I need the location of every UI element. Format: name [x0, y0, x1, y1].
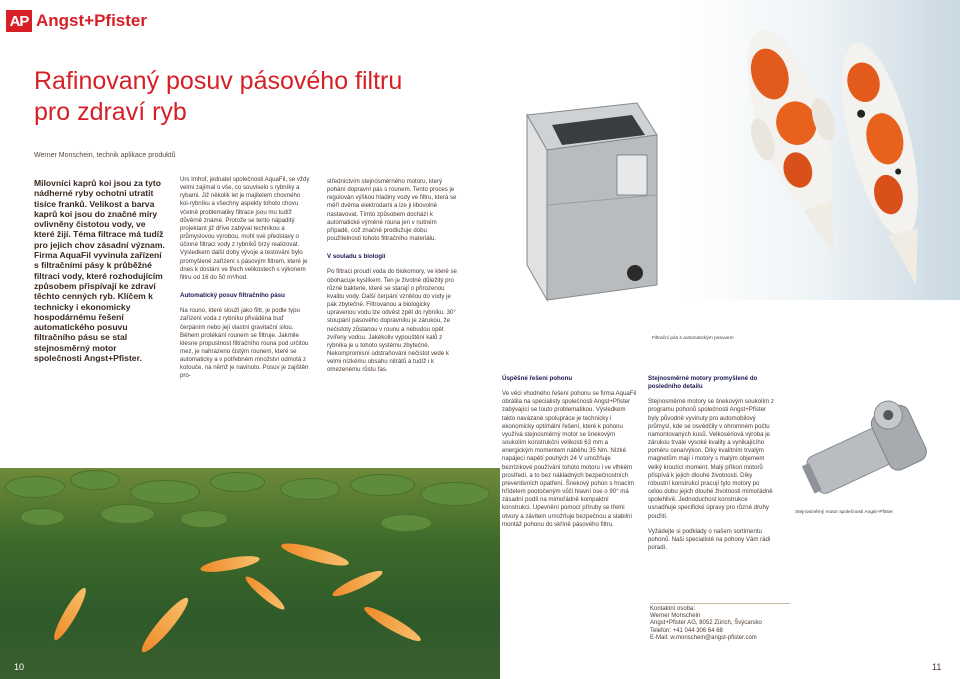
col2-paragraph-1: Urs Imhof, jednatel společnosti AquaFil, se vždy velmi zajímal o vše, co souviselo s rybníky a rybami. Již několik let je majitelem chovného koi-rybníku a všechny aspekty tohoto chovu včetně problematiky filtrace jsou mu tudíž důvěrně známé. Protože se tento nápaditý projektant již dříve zabýval technikou a průmyslovou výrobou, mohl své představy o účinné filtraci vody z rybníků brzy realizovat. Výsledkem další doby vývoje a testování bylo promyšlené zařízení s pásovým filtrem, které je dnes k dostání ve třech velikostech s výkonem filtru od 16 do 50 m³/hod.	[180, 176, 310, 281]
motor-caption: Stejnosměrný motor společnosti Angst+Pfister	[795, 510, 893, 515]
col3-paragraph-1: střednictvím stejnosměrného motoru, který pohání dopravní pás s rounem. Tento proces je regulován výškou hladiny vody ve filtru, která se měří dvěma elektrodami a lze ji libovolně nastavovat. Tímto způsobem dochází k automatické výměně rouna jen v nutném případě, což značně prodlužuje dobu použitelnosti tohoto filtračního materiálu.	[327, 178, 457, 243]
col3-heading: V souladu s biologií	[327, 253, 386, 261]
col4-paragraph: Ve věci vhodného řešení pohonu se firma AquaFil obrátila na specialisty společnosti Angst+Pfister zabývající se touto problematikou. Výsledkem takto navázané spolupráce je technicky i ekonomicky optimální řešení, které k pohonu využívá stejnosměrný motor se šnekovým soukolím konstrukční velikosti 63 mm a energickým momentem náběhu 35 Nm. Nízké napájecí napětí pouhých 24 V umožňuje bezrizikové používání tohoto motoru i ve vlhkém prostředí, a to bez nákladných bezpečnostních preventivních opatření. Šnekový pohon s hnacím hřídelem pootočeným vůči hlavní ose o 90° má zásadní podíl na mimořádně kompaktní konstrukci. Upevnění pomocí příruby se třemi otvory a závitem umožňuje bezpečnou a stabilní montáž pohonu do skříně pásového filtru.	[502, 390, 637, 528]
contact-phone: Telefon: +41 044 306 64 68	[650, 627, 723, 634]
koi-pond-photo	[0, 468, 500, 679]
col5-paragraph-2: Vyžádejte si podklady o našem sortimentu pohonů. Naši specialisté na pohony Vám rádi poradí.	[648, 527, 771, 551]
title-line-1: Rafinovaný posuv pásového filtru	[34, 67, 403, 95]
title-line-2: pro zdraví ryb	[34, 98, 187, 126]
koi-fish-photo	[680, 0, 960, 300]
text-column-3	[327, 178, 459, 374]
col2-heading: Automatický posuv filtračního pásu	[180, 292, 285, 300]
text-column-4	[502, 375, 637, 529]
brand-name: Angst+Pfister	[36, 11, 147, 30]
contact-label: Kontaktní osoba:	[650, 606, 696, 612]
brand-logo	[6, 10, 147, 32]
col4-heading: Úspěšné řešení pohonu	[502, 375, 573, 382]
col2-paragraph-2: Na rouno, které slouží jako filtr, je podle typu zařízení voda z rybníku přiváděna buď čerpáním nebo její vlastní gravitační silou. Během protékání rounem se filtruje. Jakmile klesne propustnost filtračního rouna pod určitou mez, je nahrazeno čistým rounem, které se automaticky a v potřebném množství odmotá z kotouče, na němž je navinuto. Posuv je zajištěn pro-	[180, 307, 309, 380]
contact-box	[650, 603, 790, 642]
author-line: Werner Monschein, technik aplikace produktů	[34, 152, 176, 159]
contact-company: Angst+Pfister AG, 8052 Zürich, Švýcarsko	[650, 620, 762, 627]
text-column-2	[180, 176, 310, 381]
dc-motor-photo	[790, 388, 940, 508]
filter-caption: Filtrační pás s automatickým posuvem	[652, 336, 734, 341]
col3-paragraph-2: Po filtraci proudí voda do biokomory, ve které se obohacuje kyslíkem. Ten je životně důležitý pro různé bakterie, které se starají o přirozenou kvalitu vody. Další čerpání vzniklou do vody je pak zbytečné. Filtrovanou a biologicky upravenou vodu lze odvést zpět do rybníku. 30° stoupání pásového dopravníku je zárukou, že nečistoty zůstanou v rounu a nebudou opět zvířeny vodou. Jakékoliv vypouštění kalů z rybníka je u tohoto systému zbytečné. Nekompromisní odstraňování nečistot vede k velmi nízkému obsahu nitrátů a tudíž i k omezenému růstu řas.	[327, 268, 457, 374]
article-title	[34, 66, 414, 128]
page-number-left: 10	[14, 662, 25, 672]
text-column-5	[648, 375, 775, 552]
intro-paragraph: Milovníci kaprů koi jsou za tyto nádherné ryby ochotni utratit tisíce franků. Velikost a barva kaprů koi jsou do značné míry ovlivněny čistotou vody, ve které žijí. Téma filtrace má tudíž pro jejich chov zásadní význam. Firma AquaFil vyvinula zařízení s filtračními pásy k průběžné filtraci vody, které rozhodujícím způsobem přispívají ke zdraví těchto cenných ryb. Klíčem k technicky i ekonomicky hospodárnému řešení automatického posuvu filtračního pásu se stal stejnosměrný motor společnosti Angst+Pfister.	[34, 178, 165, 364]
col5-heading: Stejnosměrné motory promyšlené do posledního detailu	[648, 375, 758, 391]
col5-paragraph-1: Stejnosměrné motory se šnekovým soukolím z programu pohonů společnosti Angst+Pfister byly původně vyvinuty pro automobilový průmysl, kde se osvědčily v ohromném počtu namontovaných kusů. Velkosériová výroba je zárukou trvale vysoké kvality a vynikajícího poměru cena/výkon. Díky kvalitním trvalým magnetům mají i motory s malým objemem velký kroutící moment. Malý příkon motorů přispívá k jejich dlouhé životnosti. Díky robustní konstrukci pracují tyto motory po celou dobu jejich dlouhé životnosti mimořádně spolehlivě. Jednoduchost konstrukce usnadňuje specifické úpravy pro různé druhy použití.	[648, 398, 774, 520]
brand-mark: AP	[6, 10, 32, 32]
contact-email[interactable]: E-Mail: w.monschein@angst-pfister.com	[650, 634, 757, 641]
page-number-right: 11	[932, 662, 942, 672]
belt-filter-photo	[517, 95, 662, 310]
contact-name: Werner Monschein	[650, 613, 701, 620]
